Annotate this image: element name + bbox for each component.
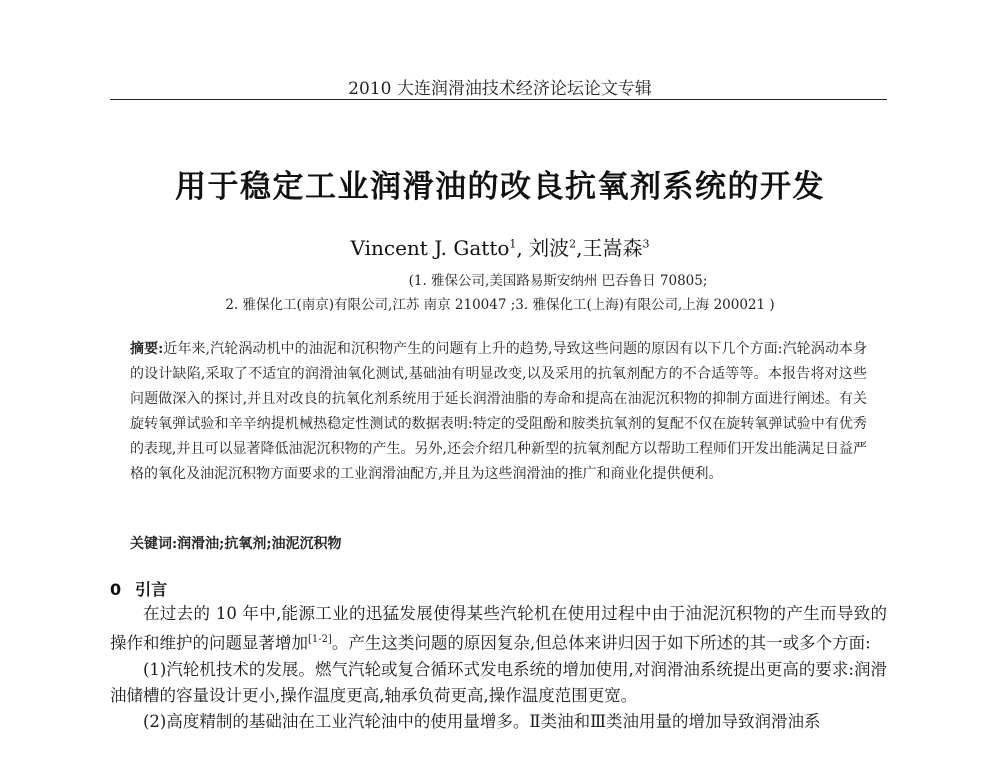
author-affiliation-mark: 3 (642, 237, 650, 251)
affiliation-line: 2. 雅保化工(南京)有限公司,江苏 南京 210047 ;3. 雅保化工(上海)有限公司,上海 200021 ) (225, 297, 775, 313)
author-name: Vincent J. Gatto (350, 236, 510, 260)
keywords (130, 533, 867, 553)
paragraph: (1)汽轮机技术的发展。燃气汽轮或复合循环式发电系统的增加使用,对润滑油系统提出更高的要求:润滑油储槽的容量设计更小,操作温度更高,轴承负荷更高,操作温度范围更宽。 (110, 659, 887, 705)
abstract (130, 337, 867, 487)
author-name: 王嵩森 (582, 236, 643, 260)
paragraph (110, 601, 887, 657)
section-number: 0 (110, 580, 122, 599)
body-text (110, 601, 887, 735)
section-heading (110, 577, 167, 600)
keywords-label: 关键词: (130, 536, 178, 552)
paper-title: 用于稳定工业润滑油的改良抗氧剂系统的开发 (175, 169, 825, 205)
running-header: 2010 大连润滑油技术经济论坛论文专辑 (348, 79, 652, 99)
affiliation-line: (1. 雅保公司,美国路易斯安纳州 巴吞鲁日 70805; (408, 273, 708, 289)
section-title: 引言 (135, 580, 168, 599)
citation: [1-2] (308, 634, 332, 645)
abstract-label: 摘要: (130, 341, 164, 357)
author-affiliation-mark: 1 (509, 237, 517, 251)
author-name: 刘波 (529, 236, 570, 260)
abstract-text: 近年来,汽轮涡动机中的油泥和沉积物产生的问题有上升的趋势,导致这些问题的原因有以下几个方面:汽轮涡动本身的设计缺陷,采取了不适宜的润滑油氧化测试,基础油有明显改变,以及采用的抗氧剂配方的不合适等等。本报告将对这些问题做深入的探讨,并且对改良的抗氧化剂系统用于延长润滑油脂的寿命和提高在油泥沉积物的抑制方面进行阐述。有关旋转氧弹试验和辛辛纳提机械热稳定性测试的数据表明:特定的受阻酚和胺类抗氧剂的复配不仅在旋转氧弹试验中有优秀的表现,并且可以显著降低油泥沉积物的产生。另外,还会介绍几种新型的抗氧剂配方以帮助工程师们开发出能满足日益严格的氧化及油泥沉积物方面要求的工业润滑油配方,并且为这些润滑油的推广和商业化提供便利。 (130, 341, 867, 482)
keywords-text: 润滑油;抗氧剂;油泥沉积物 (177, 536, 342, 552)
paragraph-text: 在过去的 10 年中,能源工业的迅猛发展使得某些汽轮机在使用过程中由于油泥沉积物的产生而导致的操作和维护的问题显著增加 (110, 604, 887, 653)
author-separator: , (516, 236, 530, 260)
author-separator: , (576, 236, 583, 260)
header-rule (110, 99, 887, 100)
author-line (0, 232, 1000, 261)
author-affiliation-mark: 2 (569, 237, 577, 251)
paragraph: (2)高度精制的基础油在工业汽轮油中的使用量增多。Ⅱ类油和Ⅲ类油用量的增加导致润滑油系 (143, 711, 821, 731)
paragraph-text: 。产生这类问题的原因复杂,但总体来讲归因于如下所述的其一或多个方面: (331, 633, 871, 653)
